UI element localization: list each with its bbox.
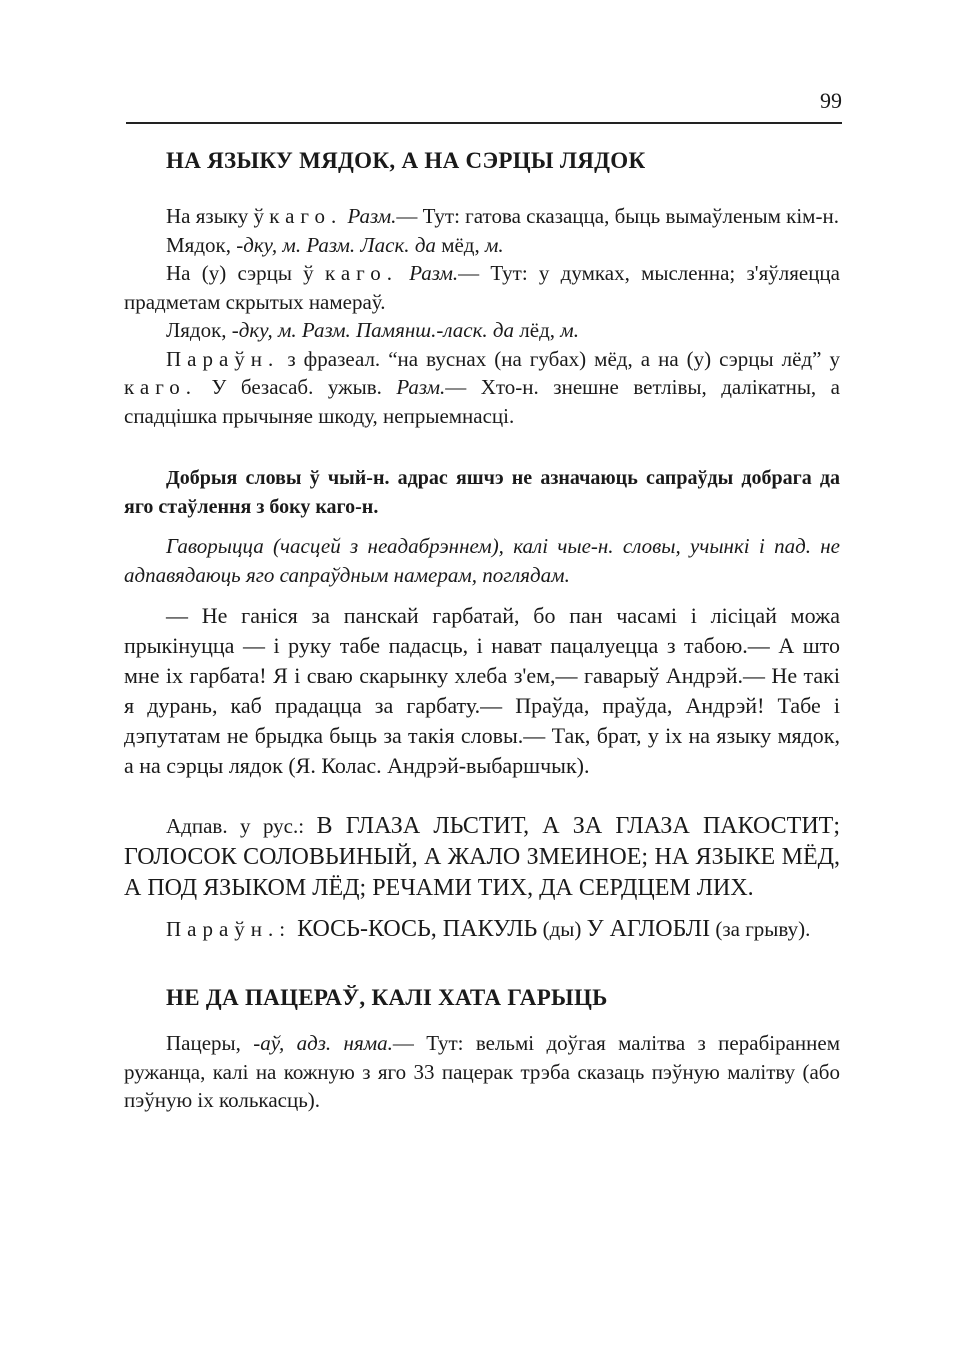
text-run: мёд,: [435, 232, 485, 257]
definition-paragraph: [124, 202, 840, 231]
headword: Лядок,: [166, 318, 232, 342]
grammar-mark: м.: [560, 318, 579, 342]
text-run: (ды): [537, 917, 587, 941]
grammar-mark: -аў, адз. няма.: [253, 1031, 393, 1055]
spaced-word: Параўн.:: [166, 917, 292, 941]
text-run: На языку ў: [166, 204, 270, 228]
spaced-word: Параўн.: [166, 346, 280, 371]
headword: Пацеры,: [166, 1031, 254, 1055]
grammar-mark: да: [414, 232, 436, 257]
grammar-mark: -дку, м. Разм. Памянш.-ласк.: [231, 318, 488, 342]
grammar-mark: да: [492, 318, 515, 342]
grammar-mark: м.: [484, 232, 504, 257]
text-run: У безасаб. ужыв.: [197, 375, 397, 399]
grammar-mark: Разм.: [342, 204, 397, 228]
text-run: з фразеал. “на вуснах (на губах) мёд, а на (у) сэрцы лёд” у: [279, 346, 840, 371]
definition-paragraph: [124, 259, 840, 316]
text-run: — Тут: гатова сказацца, быць вымаўленым кім-н.: [396, 204, 839, 228]
text-run: На (у) сэрцы ў: [166, 261, 325, 285]
spaced-word: каго.: [269, 204, 343, 228]
example-quote: — Не ганіся за панскай гарбатай, бо пан часамі і лісіцай можа прыкінуцца — і руку табе падасць, і нават пацалуецца з табою.— А што мне іх гарбата! Я і сваю скарынку хлеба з'ем,— гаварыў Андрэй.— Не такі я дурань, каб прадацца за гарбату.— Праўда, праўда, Андрэй! Табе і дэпутатам не брыдка быць за такія словы.— Так, брат, у іх на языку мядок, а на сэрцы лядок (Я. Колас. Андрэй-выбаршчык).: [124, 603, 840, 778]
page-number: 99: [820, 88, 842, 113]
spaced-word: каго.: [324, 261, 398, 285]
usage-note: Гаворыцца (часцей з неадабрэннем), калі чые-н. словы, учынкі і пад. не адпавядаюць яго сапраўдным намерам, поглядам.: [124, 534, 840, 587]
grammar-mark: Разм.: [396, 375, 446, 399]
text-run: (за грыву).: [710, 917, 811, 941]
text-run: — Тут: у думках, мысленна; з'яўляецца прадметам скрытых намераў.: [124, 261, 840, 314]
russian-equivalent: [124, 811, 840, 904]
headword: Мядок,: [166, 232, 237, 257]
spaced-word: каго.: [124, 375, 198, 399]
caps-text: КОСЬ-КОСЬ, ПАКУЛЬ: [291, 916, 538, 942]
text-run: лёд,: [514, 318, 561, 342]
definition-paragraph: [124, 231, 840, 260]
idiom-meaning: Добрыя словы ў чый-н. адрас яшчэ не азначаюць сапраўды добрага да яго стаўлення з боку каго-н.: [124, 467, 840, 518]
text-run: — Хто-н. знешне ветлівы, далікатны, а спадцішка прычыняе шкоду, непрыемнасці.: [124, 375, 841, 428]
entry-heading: НЕ ДА ПАЦЕРАЎ, КАЛІ ХАТА ГАРЫЦЬ: [166, 985, 608, 1010]
definition-paragraph: [124, 1029, 840, 1115]
page-body: [124, 148, 840, 1115]
definition-paragraph: [124, 316, 840, 345]
compare-paragraph: [124, 914, 840, 945]
text-run: — Тут: вельмі доўгая малітва з перабіраннем ружанца, калі на кожную з яго 33 пацерак трэба сказаць пэўную малітву (або пэўную іх колькасць).: [124, 1031, 840, 1112]
grammar-mark: -дку, м. Разм. Ласк.: [236, 232, 410, 257]
grammar-mark: Разм.: [398, 261, 459, 285]
header-rule: [126, 122, 842, 124]
caps-text: В ГЛАЗА ЛЬСТИТ, А ЗА ГЛАЗА ПАКОСТИТ; ГОЛОСОК СОЛОВЬИНЫЙ, А ЖАЛО ЗМЕИНОЕ; НА ЯЗЫКЕ МЁД, А ПОД ЯЗЫКОМ ЛЁД; РЕЧАМИ ТИХ, ДА СЕРДЦЕМ ЛИХ.: [124, 813, 840, 901]
entry-heading: НА ЯЗЫКУ МЯДОК, А НА СЭРЦЫ ЛЯДОК: [166, 148, 646, 173]
text-run: Адпав. у рус.:: [166, 814, 317, 838]
caps-text: У АГЛОБЛІ: [586, 916, 711, 942]
compare-paragraph: [124, 345, 840, 431]
